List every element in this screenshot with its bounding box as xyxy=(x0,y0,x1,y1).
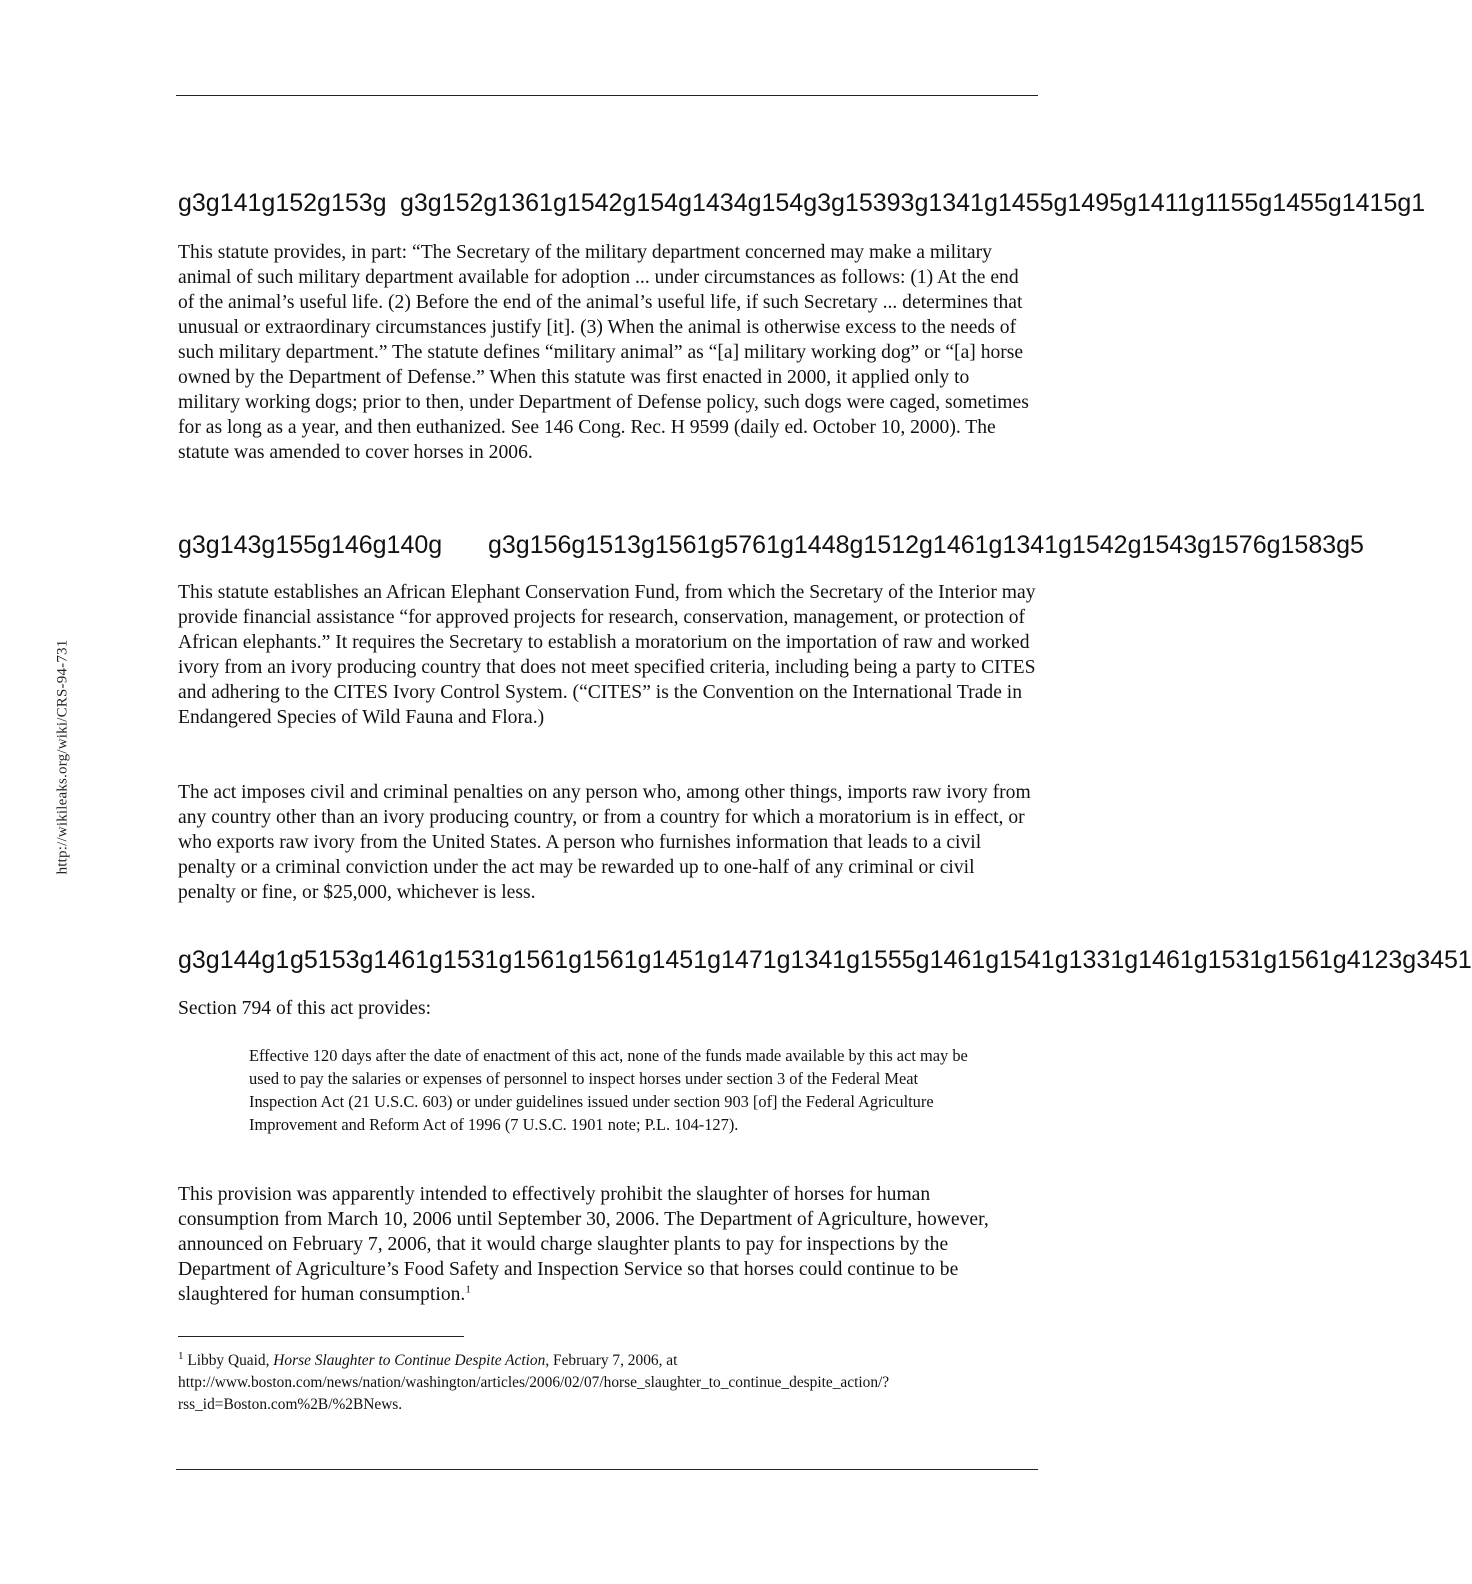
section-3-intro: Section 794 of this act provides: xyxy=(178,998,432,1019)
section-heading-2 xyxy=(178,530,1364,560)
section-3-closing-paragraph xyxy=(178,1182,1036,1307)
footnote-number: 1 xyxy=(178,1349,184,1362)
closing-paragraph-text: This provision was apparently intended to effectively prohibit the slaughter of horses for human consumption from March 10, 2006 until September 30, 2006. The Department of Agriculture, however, announced on February 7, 2006, that it would charge slaughter plants to pay for inspections by the Department of Agriculture’s Food Safety and Inspection Service so that horses could continue to be slaughtered for human consumption. xyxy=(178,1184,989,1305)
section-heading-3-base: g3g144g1 xyxy=(178,946,290,974)
section-heading-3 xyxy=(178,945,1472,975)
section-heading-1-overlay: g3g152g1361g1542g154g1434g154g3g15393g1341g1455g1495g1411g1155g1455g1415g1 xyxy=(400,189,1426,217)
footnote-author: Libby Quaid, xyxy=(187,1352,274,1369)
section-heading-1 xyxy=(178,188,1426,218)
section-heading-3-overlay: g5153g1461g1531g1561g1561g1451g1471g1341g1555g1461g1541g1331g1461g1531g1561g4123g3451 xyxy=(290,946,1472,974)
footnote-reference: 1 xyxy=(465,1283,471,1296)
section-2-paragraph-1: This statute establishes an African Elephant Conservation Fund, from which the Secretary of the Interior may provide financial assistance “for approved projects for research, conservation, management, or protection of African elephants.” It requires the Secretary to establish a moratorium on the importation of raw and worked ivory from an ivory producing country that does not meet specified criteria, including being a party to CITES and adhering to the CITES Ivory Control System. (“CITES” is the Convention on the International Trade in Endangered Species of Wild Fauna and Flora.) xyxy=(178,582,1036,728)
section-heading-1-base: g3g141g152g153g xyxy=(178,189,387,217)
section-2-paragraph-2: The act imposes civil and criminal penalties on any person who, among other things, imports raw ivory from any country other than an ivory producing country, or from a country for which a moratorium is in effect, or who exports raw ivory from the United States. A person who furnishes information that leads to a civil penalty or a criminal conviction under the act may be rewarded up to one-half of any criminal or civil penalty or fine, or $25,000, whichever is less. xyxy=(178,782,1031,903)
bottom-rule xyxy=(176,1469,1038,1470)
footnote xyxy=(178,1350,1038,1416)
section-heading-2-base: g3g143g155g146g140g xyxy=(178,531,443,559)
block-quote: Effective 120 days after the date of enactment of this act, none of the funds made available by this act may be used to pay the salaries or expenses of personnel to inspect horses under section 3 of the Federal Meat Inspection Act (21 U.S.C. 603) or under guidelines issued under section 903 [of] the Federal Agriculture Improvement and Reform Act of 1996 (7 U.S.C. 1901 note; P.L. 104-127). xyxy=(249,1046,968,1134)
footnote-separator xyxy=(178,1336,464,1337)
section-1-paragraph-1: This statute provides, in part: “The Secretary of the military department concerned may make a military animal of such military department available for adoption ... under circumstances as follows: (1) At the end of the animal’s useful life. (2) Before the end of the animal’s useful life, if such Secretary ... determines that unusual or extraordinary circumstances justify [it]. (3) When the animal is otherwise excess to the needs of such military department.” The statute defines “military animal” as “[a] military working dog” or “[a] horse owned by the Department of Defense.” When this statute was first enacted in 2000, it applied only to military working dogs; prior to then, under Department of Defense policy, such dogs were caged, sometimes for as long as a year, and then euthanized. See 146 Cong. Rec. H 9599 (daily ed. October 10, 2000). The statute was amended to cover horses in 2006. xyxy=(178,242,1029,463)
side-url-watermark: http://wikileaks.org/wiki/CRS-94-731 xyxy=(54,639,71,875)
footnote-citation: , February 7, 2006, at http://www.boston.com/news/nation/washington/articles/2006/02/07/horse_slaughter_to_continue_despite_action/?rss_id=Boston.com%2B/%2BNews. xyxy=(178,1352,890,1413)
footnote-title: Horse Slaughter to Continue Despite Action xyxy=(273,1352,546,1369)
top-rule xyxy=(176,95,1038,96)
section-heading-2-overlay: g3g156g1513g1561g5761g1448g1512g1461g1341g1542g1543g1576g1583g5 xyxy=(488,531,1364,559)
